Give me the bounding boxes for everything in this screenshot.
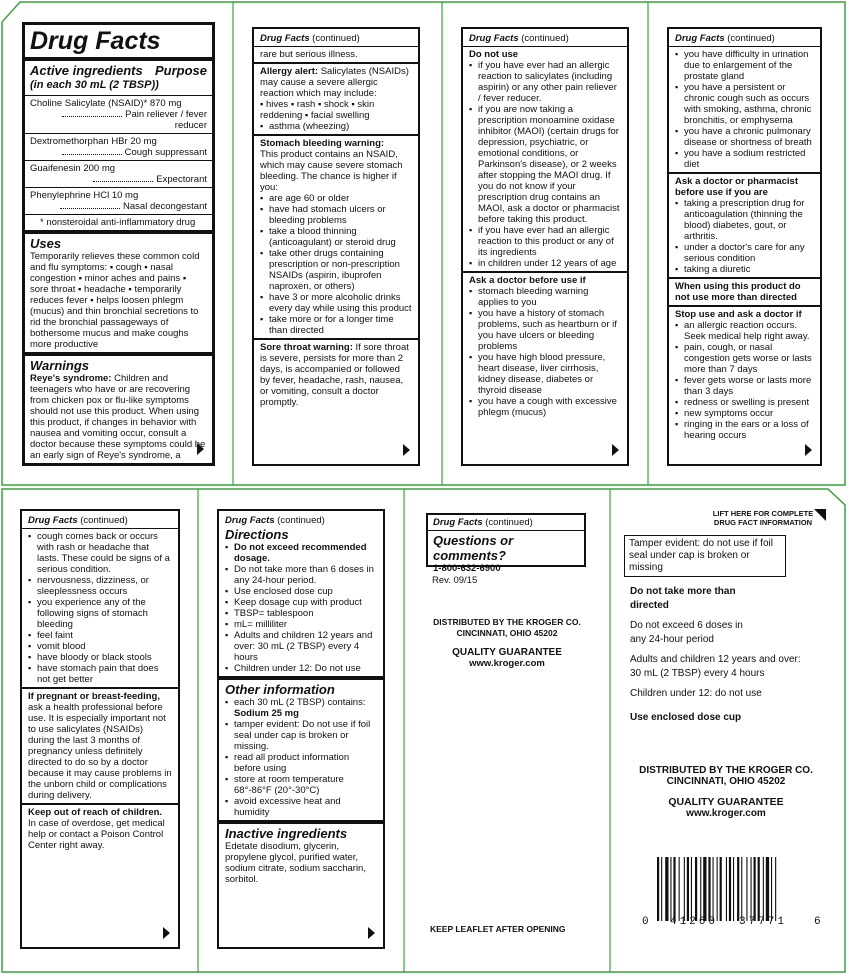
list-item: ▪ have had stomach ulcers or bleeding problems bbox=[260, 204, 412, 226]
list-item: ▪ Adults and children 12 years and over: 30 mL (2 TBSP) every 4 hours bbox=[225, 630, 377, 663]
phone-number: 1-800-632-6900 bbox=[433, 563, 501, 574]
bottom-leaflet bbox=[0, 487, 847, 974]
distributor-city: CINCINNATI, OHIO 45202 bbox=[666, 776, 786, 787]
adults-dosage: Adults and children 12 years and over: 30 mL (2 TBSP) every 4 hours bbox=[630, 654, 801, 679]
distributor: DISTRIBUTED BY THE KROGER CO. bbox=[639, 765, 813, 776]
barcode-bar bbox=[703, 857, 706, 921]
barcode-digit-right: 6 bbox=[814, 916, 821, 928]
list-item: ▪ you have a history of stomach problems, such as heartburn or if you have ulcers or bleeding problems bbox=[469, 308, 621, 352]
list-item: ▪ Do not exceed recommended dosage. bbox=[225, 542, 377, 564]
barcode-digit-left: 0 bbox=[642, 916, 649, 928]
do-not-take: Do not take more than directed bbox=[630, 586, 736, 611]
ingredient-row bbox=[30, 136, 207, 158]
list-item: ▪ store at room temperature 68°-86°F (20°-30°C) bbox=[225, 774, 377, 796]
stop-use-heading: Stop use and ask a doctor if bbox=[675, 309, 802, 320]
panel-header: Drug Facts (continued) bbox=[225, 515, 325, 526]
continue-arrow-icon bbox=[197, 443, 204, 455]
ingredient-name: Guaifenesin 200 mg bbox=[30, 163, 116, 174]
barcode-bar bbox=[720, 857, 722, 921]
barcode-bar bbox=[695, 857, 697, 921]
barcode-bar bbox=[737, 857, 739, 921]
reye-text: Children and teenagers who have or are recovering from chicken pox or flu-like symptoms should not use this product. When using this product, if changes in behavior with nausea and vomiting occur, consult a doctor because these symptoms could be an early sign of Reye's syndrome, a bbox=[30, 373, 206, 461]
drug-facts-title: Drug Facts bbox=[30, 27, 161, 55]
list-item: ▪ have bloody or black stools bbox=[28, 652, 172, 663]
barcode-digits-2: 37771 bbox=[739, 916, 788, 928]
list-item: ▪ each 30 mL (2 TBSP) contains: Sodium 25 mg bbox=[225, 697, 377, 719]
list-item: ▪ nervousness, dizziness, or sleeplessness occurs bbox=[28, 575, 172, 597]
lead-text: rare but serious illness. bbox=[260, 49, 358, 60]
barcode-bar bbox=[670, 857, 671, 921]
panel-header: Drug Facts (continued) bbox=[433, 517, 533, 528]
barcode-bar bbox=[691, 857, 692, 921]
list-item: ▪ redness or swelling is present bbox=[675, 397, 814, 408]
outer-directions bbox=[630, 585, 820, 725]
keep-leaflet-note: KEEP LEAFLET AFTER OPENING bbox=[430, 924, 566, 934]
list-item: ▪ have 3 or more alcoholic drinks every day while using this product bbox=[260, 292, 412, 314]
list-item: ▪ Children under 12: Do not use bbox=[225, 663, 377, 674]
ingredient-row bbox=[30, 163, 207, 185]
list-item: ▪ fever gets worse or lasts more than 3 days bbox=[675, 375, 814, 397]
ingredient-purpose: Expectorant bbox=[156, 174, 207, 185]
revision-date: Rev. 09/15 bbox=[432, 575, 478, 586]
list-item: ▪ cough comes back or occurs with rash or headache that lasts. These could be signs of a serious condition. bbox=[28, 531, 172, 575]
purpose-heading: Purpose bbox=[154, 63, 207, 78]
list-item: ▪ pain, cough, or nasal congestion gets worse or lasts more than 7 days bbox=[675, 342, 814, 375]
list-item: ▪ mL= milliliter bbox=[225, 619, 377, 630]
children-note: Children under 12: do not use bbox=[630, 688, 762, 699]
inactive-text: Edetate disodium, glycerin, propylene glycol, purified water, sodium citrate, sodium saccharin, sorbitol. bbox=[225, 841, 366, 885]
upc-barcode bbox=[642, 857, 822, 947]
allergy-items: ▪ hives ▪ rash ▪ shock ▪ skin reddening ▪ facial swelling bbox=[260, 99, 375, 121]
list-item: ▪ are age 60 or older bbox=[260, 193, 412, 204]
list-item: ▪ taking a diuretic bbox=[675, 264, 814, 275]
list-item: ▪ if you have ever had an allergic reaction to this product or any of its ingredients bbox=[469, 225, 621, 258]
reye-label: Reye's syndrome: bbox=[30, 373, 112, 384]
list-item: ▪ avoid excessive heat and humidity bbox=[225, 796, 377, 818]
ask-pharmacist-heading: Ask a doctor or pharmacist before use if you are bbox=[675, 176, 799, 198]
barcode-bar bbox=[700, 857, 701, 921]
barcode-bar bbox=[741, 857, 742, 921]
website: www.kroger.com bbox=[469, 658, 545, 669]
list-item: ▪ taking a prescription drug for anticoagulation (thinning the blood) diabetes, gout, or arthritis. bbox=[675, 198, 814, 242]
list-item: ▪ in children under 12 years of age bbox=[469, 258, 621, 269]
barcode-bar bbox=[751, 857, 752, 921]
list-item: ▪ Do not take more than 6 doses in any 24-hour period. bbox=[225, 564, 377, 586]
ingredient-name: Dextromethorphan HBr 20 mg bbox=[30, 136, 157, 147]
list-item: ▪ you have a sodium restricted diet bbox=[675, 148, 814, 170]
barcode-bar bbox=[717, 857, 718, 921]
barcode-bar bbox=[665, 857, 668, 921]
nsaid-footnote: * nonsteroidal anti-inflammatory drug bbox=[40, 217, 196, 228]
allergy-alert: Allergy alert: Salicylates (NSAIDs) may cause a severe allergic reaction which may include: bbox=[260, 66, 409, 99]
list-item: ▪ take more or for a longer time than directed bbox=[260, 314, 412, 336]
distributor-city: CINCINNATI, OHIO 45202 bbox=[456, 628, 558, 638]
when-using-heading: When using this product do not use more than directed bbox=[675, 281, 801, 303]
list-item: ▪ take other drugs containing prescription or non-prescription NSAIDs (aspirin, ibuprofen naproxen, or others) bbox=[260, 248, 412, 292]
list-item: ▪ vomit blood bbox=[28, 641, 172, 652]
barcode-bar bbox=[733, 857, 734, 921]
list-item: ▪ tamper evident: Do not use if foil seal under cap is broken or missing. bbox=[225, 719, 377, 752]
do-not-use-heading: Do not use bbox=[469, 49, 519, 60]
list-item: ▪ you have high blood pressure, heart disease, liver cirrhosis, kidney disease, diabetes or thyroid disease bbox=[469, 352, 621, 396]
per-dose: (in each 30 mL (2 TBSP)) bbox=[30, 79, 159, 91]
barcode-bar bbox=[775, 857, 776, 921]
panel-drug-facts-5 bbox=[20, 509, 180, 949]
pregnancy-warning: If pregnant or breast-feeding, ask a health professional before use. It is especially important not to use salicylates (NSAIDs) during the last 3 months of pregnancy unless definitely directed to do so by a doctor because it may cause problems in the unborn child or complications during delivery. bbox=[28, 691, 172, 801]
outer-distributor-block bbox=[620, 765, 832, 819]
other-info-heading: Other information bbox=[225, 682, 335, 697]
distributor-block bbox=[422, 617, 592, 669]
barcode-bar bbox=[657, 857, 659, 921]
ingredient-row bbox=[30, 98, 207, 131]
quality-guarantee: QUALITY GUARANTEE bbox=[452, 647, 562, 658]
do-not-exceed: Do not exceed 6 doses in any 24-hour period bbox=[630, 620, 743, 645]
uses-text: Temporarily relieves these common cold and flu symptoms: ▪ cough ▪ nasal congestion ▪ minor aches and pains ▪ sore throat ▪ headache ▪ temporarily reduces fever ▪ helps loosen phlegm (mucus) and thin bronchial secretions to rid the bronchial passageways of bothersome mucus and make coughs more productive bbox=[30, 251, 200, 350]
list-item: ▪ you experience any of the following signs of stomach bleeding bbox=[28, 597, 172, 630]
questions-heading: Questions or comments? bbox=[433, 533, 514, 563]
bleeding-text: This product contains an NSAID, which may cause severe stomach bleeding. The chance is higher if you: bbox=[260, 149, 403, 193]
lift-here-tab[interactable]: LIFT HERE FOR COMPLETE DRUG FACT INFORMATION bbox=[708, 509, 818, 527]
ingredient-name: Phenylephrine HCl 10 mg bbox=[30, 190, 139, 201]
continue-arrow-icon bbox=[163, 927, 170, 939]
barcode-bar bbox=[684, 857, 685, 921]
barcode-bar bbox=[673, 857, 675, 921]
list-item: ▪ you have a persistent or chronic cough such as occurs with smoking, asthma, chronic bronchitis, or emphysema bbox=[675, 82, 814, 126]
ingredient-purpose: Pain reliever / fever reducer bbox=[125, 109, 207, 131]
continue-arrow-icon bbox=[368, 927, 375, 939]
panel-questions bbox=[422, 509, 592, 949]
tamper-box bbox=[624, 535, 786, 577]
list-item: ▪ if you are now taking a prescription monoamine oxidase inhibitor (MAOI) (certain drugs for depression, psychiatric, or emotional conditions, or Parkinson's disease), or 2 weeks after stopping the MAOI drug. If you do not know if your prescription drug contains an MAOI, ask a doctor or pharmacist before taking this product. bbox=[469, 104, 621, 225]
directions-heading: Directions bbox=[225, 527, 289, 542]
list-item: ▪ feel faint bbox=[28, 630, 172, 641]
panel-drug-facts-4 bbox=[667, 27, 822, 466]
list-item: ▪ take a blood thinning (anticoagulant) or steroid drug bbox=[260, 226, 412, 248]
barcode-bar bbox=[713, 857, 714, 921]
panel-header: Drug Facts (continued) bbox=[675, 33, 775, 44]
ingredient-name: Choline Salicylate (NSAID)* 870 mg bbox=[30, 98, 182, 109]
barcode-bar bbox=[754, 857, 756, 921]
panel-drug-facts-3 bbox=[461, 27, 629, 466]
reye-warning bbox=[30, 373, 207, 461]
barcode-bar bbox=[771, 857, 772, 921]
website: www.kroger.com bbox=[686, 808, 766, 819]
barcode-icon bbox=[657, 857, 807, 921]
barcode-bar bbox=[766, 857, 769, 921]
active-ingredients-heading: Active ingredients bbox=[30, 63, 143, 78]
list-item: ▪ an allergic reaction occurs. Seek medical help right away. bbox=[675, 320, 814, 342]
barcode-bar bbox=[758, 857, 760, 921]
corner-arrow-icon bbox=[814, 509, 826, 521]
panel-drug-facts-2 bbox=[252, 27, 420, 466]
list-item: ▪ ringing in the ears or a loss of hearing occurs bbox=[675, 419, 814, 441]
ask-doctor-heading: Ask a doctor before use if bbox=[469, 275, 586, 286]
list-item: ▪ if you have ever had an allergic reaction to salicylates (including aspirin) or any other pain reliever / fever reducer. bbox=[469, 60, 621, 104]
panel-outer-label bbox=[620, 505, 832, 955]
panel-header: Drug Facts (continued) bbox=[260, 33, 360, 44]
uses-heading: Uses bbox=[30, 236, 62, 251]
list-item: ▪ TBSP= tablespoon bbox=[225, 608, 377, 619]
panel-header: Drug Facts (continued) bbox=[28, 515, 128, 526]
keep-out-of-reach: Keep out of reach of children. In case of overdose, get medical help or contact a Poison Control Center right away. bbox=[28, 807, 165, 851]
inactive-heading: Inactive ingredients bbox=[225, 826, 348, 841]
tamper-text: Tamper evident: do not use if foil seal under cap is broken or missing bbox=[629, 538, 773, 573]
list-item: ▪ you have a cough with excessive phlegm (mucus) bbox=[469, 396, 621, 418]
list-item: ▪ you have a chronic pulmonary disease or shortness of breath bbox=[675, 126, 814, 148]
barcode-bar bbox=[729, 857, 731, 921]
sodium-content: Sodium 25 mg bbox=[234, 708, 299, 719]
barcode-bar bbox=[708, 857, 710, 921]
list-item: ▪ stomach bleeding warning applies to you bbox=[469, 286, 621, 308]
barcode-bar bbox=[763, 857, 764, 921]
list-item: ▪ asthma (wheezing) bbox=[260, 121, 412, 132]
list-item: ▪ read all product information before using bbox=[225, 752, 377, 774]
distributor: DISTRIBUTED BY THE KROGER CO. bbox=[433, 617, 581, 627]
list-item: ▪ have stomach pain that does not get better bbox=[28, 663, 172, 685]
barcode-bar bbox=[746, 857, 747, 921]
panel-drug-facts-6 bbox=[217, 509, 385, 949]
ingredient-row bbox=[30, 190, 207, 212]
list-item: ▪ new symptoms occur bbox=[675, 408, 814, 419]
questions-box bbox=[426, 513, 586, 574]
ingredient-purpose: Cough suppressant bbox=[124, 147, 207, 158]
bleeding-heading: Stomach bleeding warning: bbox=[260, 138, 385, 149]
list-item: ▪ Use enclosed dose cup bbox=[225, 586, 377, 597]
list-item: ▪ under a doctor's care for any serious condition bbox=[675, 242, 814, 264]
barcode-digits-1: 41260 bbox=[670, 916, 719, 928]
barcode-bar bbox=[679, 857, 680, 921]
continue-arrow-icon bbox=[805, 444, 812, 456]
barcode-bar bbox=[687, 857, 689, 921]
warnings-heading: Warnings bbox=[30, 358, 89, 373]
quality-guarantee: QUALITY GUARANTEE bbox=[668, 796, 784, 808]
barcode-bar bbox=[661, 857, 662, 921]
list-item: ▪ Keep dosage cup with product bbox=[225, 597, 377, 608]
list-item: ▪ you have difficulty in urination due to enlargement of the prostate gland bbox=[675, 49, 814, 82]
ingredient-purpose: Nasal decongestant bbox=[123, 201, 207, 212]
use-cup: Use enclosed dose cup bbox=[630, 712, 742, 723]
panel-drug-facts-main bbox=[22, 22, 215, 466]
continue-arrow-icon bbox=[403, 444, 410, 456]
sore-throat-warning: Sore throat warning: If sore throat is severe, persists for more than 2 days, is accompanied or followed by fever, headache, rash, nausea, or vomiting, consult a doctor promptly. bbox=[260, 342, 409, 408]
barcode-bar bbox=[726, 857, 727, 921]
panel-header: Drug Facts (continued) bbox=[469, 33, 569, 44]
continue-arrow-icon bbox=[612, 444, 619, 456]
